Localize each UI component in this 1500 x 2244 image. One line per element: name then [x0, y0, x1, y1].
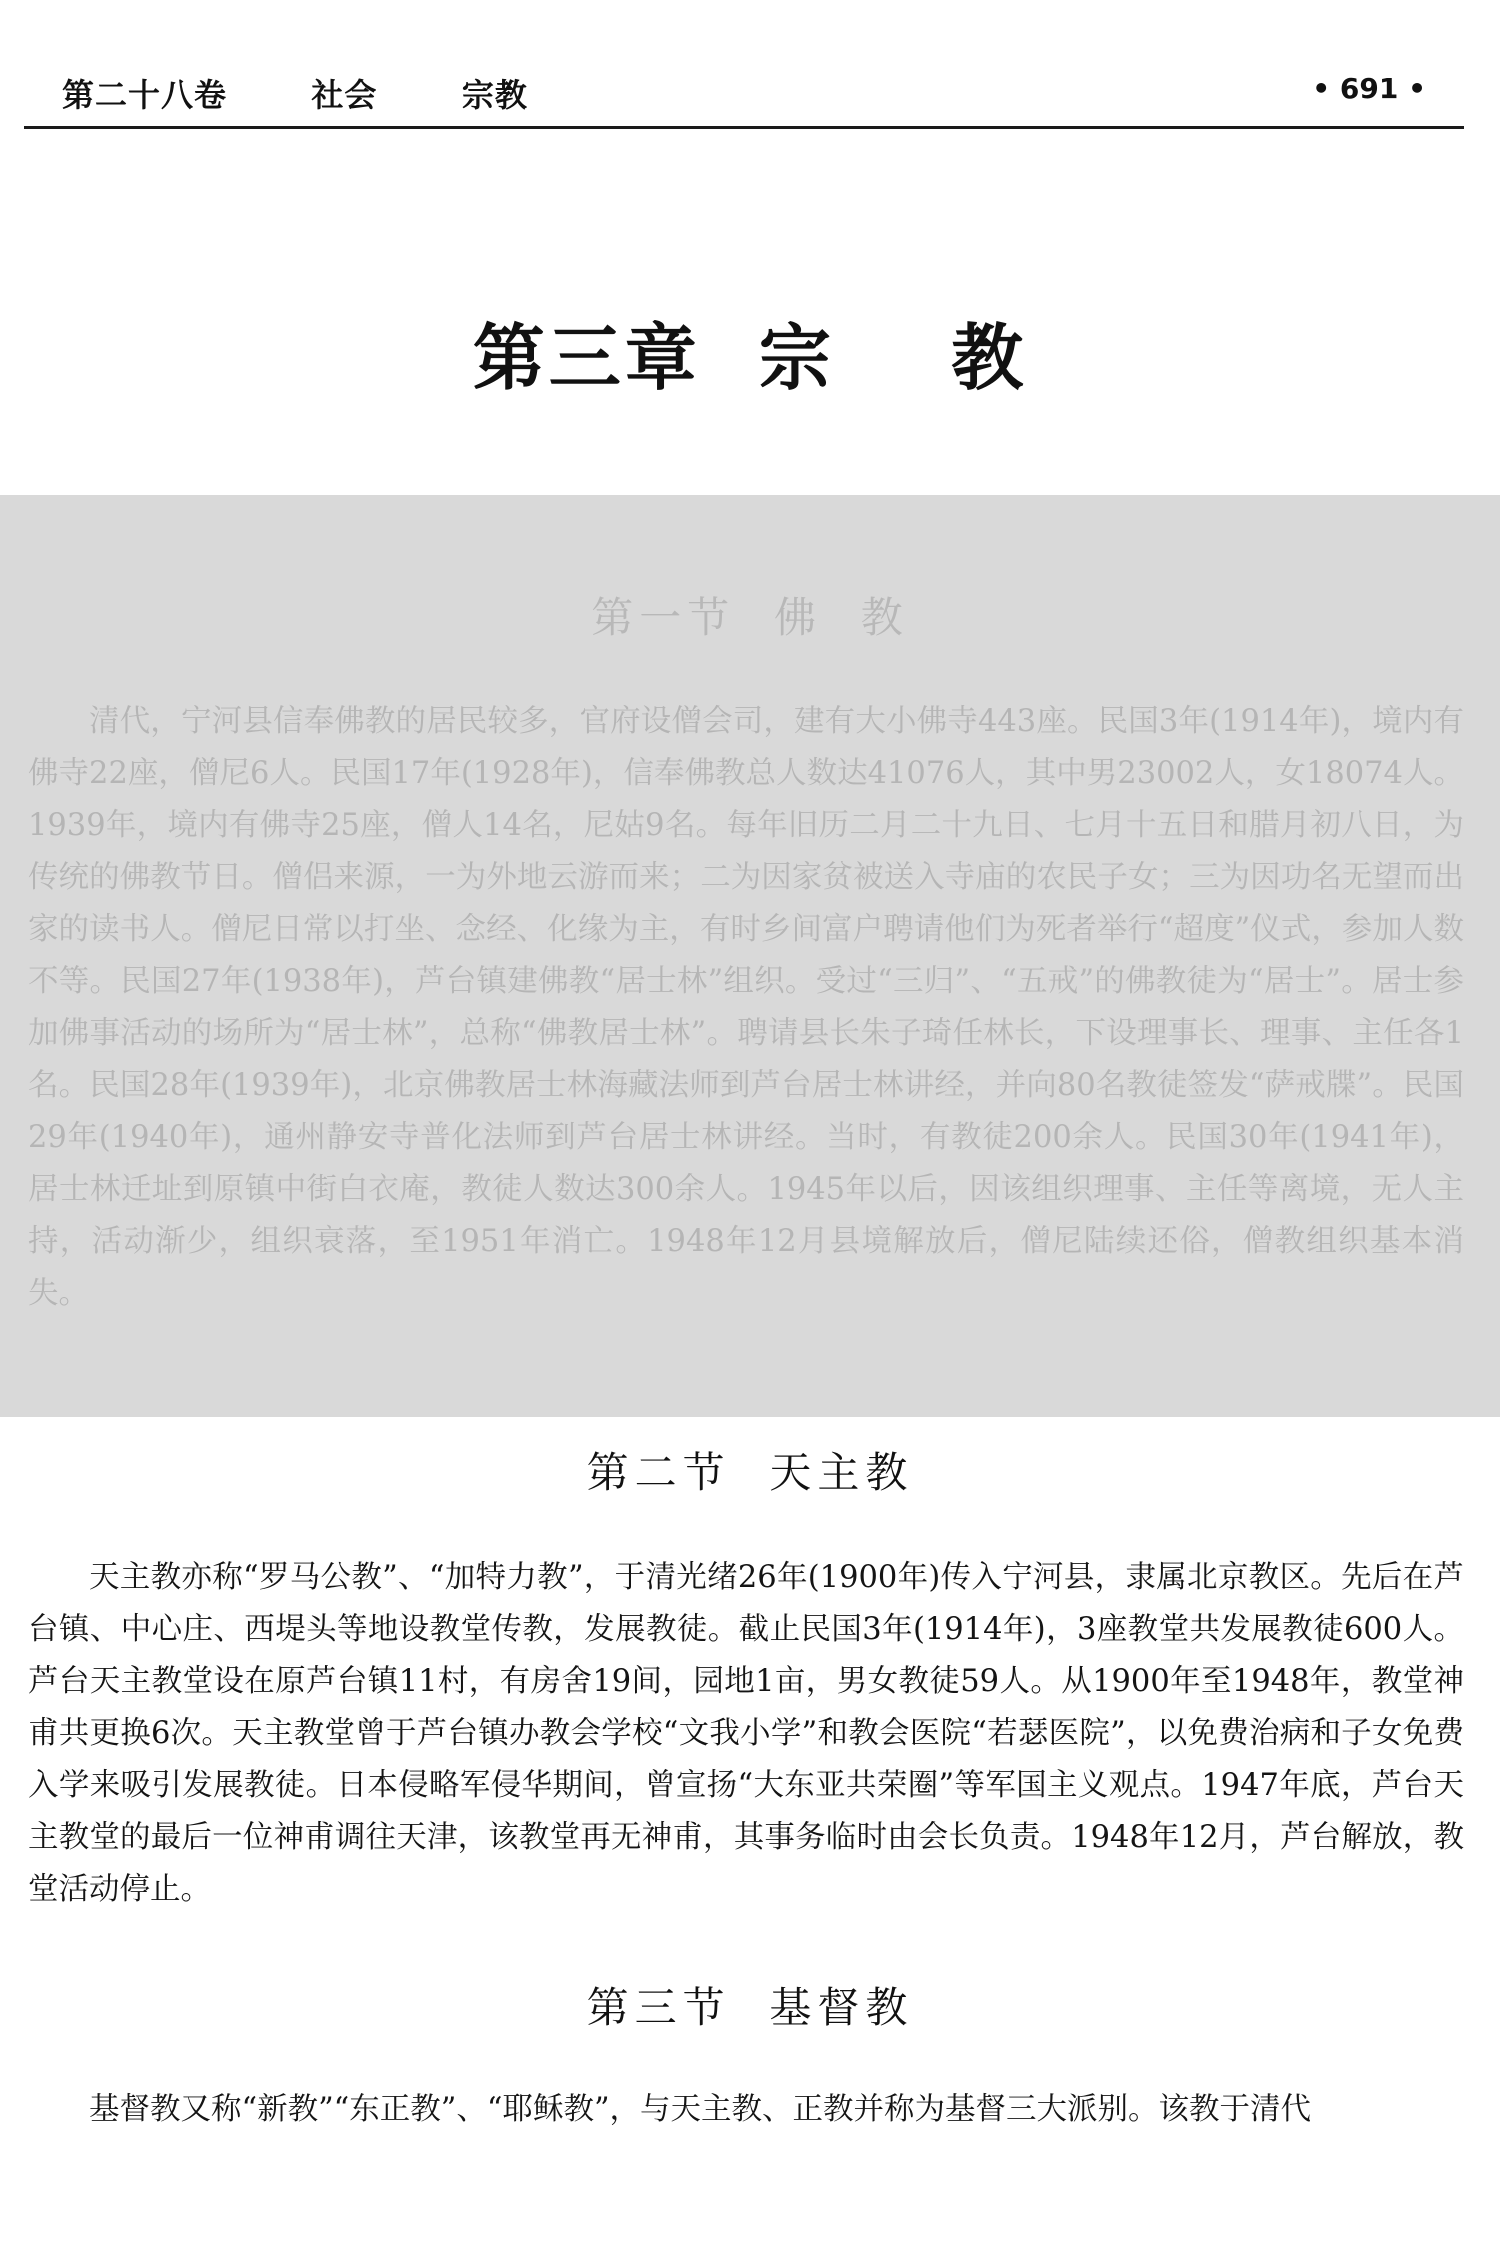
section-title-catholicism: 第二节 天主教	[586, 1448, 914, 1497]
running-header	[24, 62, 1464, 129]
section-title-buddhism: 第一节 佛 教	[591, 593, 909, 642]
section-body-buddhism: 清代，宁河县信奉佛教的居民较多，官府设僧会司，建有大小佛寺443座。民国3年(1914年)，境内有佛寺22座，僧尼6人。民国17年(1928年)，信奉佛教总人数达41076人，其中男23002人，女18074人。1939年，境内有佛寺25座，僧人14名，尼姑9名。每年旧历二月二十九日、七月十五日和腊月初八日，为传统的佛教节日。僧侣来源，一为外地云游而来；二为因家贫被送入寺庙的农民子女；三为因功名无望而出家的读书人。僧尼日常以打坐、念经、化缘为主，有时乡间富户聘请他们为死者举行“超度”仪式，参加人数不等。民国27年(1938年)，芦台镇建佛教“居士林”组织。受过“三归”、“五戒”的佛教徒为“居士”。居士参加佛事活动的场所为“居士林”，总称“佛教居士林”。聘请县长朱子琦任林长，下设理事长、理事、主任各1名。民国28年(1939年)，北京佛教居士林海藏法师到芦台居士林讲经，并向80名教徒签发“萨戒牒”。民国29年(1940年)，通州静安寺普化法师到芦台居士林讲经。当时，有教徒200余人。民国30年(1941年)，居士林迁址到原镇中街白衣庵，教徒人数达300余人。1945年以后，因该组织理事、主任等离境，无人主持，活动渐少，组织衰落，至1951年消亡。1948年12月县境解放后，僧尼陆续还俗，僧教组织基本消失。	[28, 704, 1464, 1311]
chapter-title: 第三章 宗 教	[472, 316, 1028, 400]
section-title-christianity: 第三节 基督教	[586, 1983, 914, 2032]
page-number: • 691 •	[1312, 72, 1426, 105]
volume-title: 第二十八卷 社会 宗教	[62, 76, 528, 114]
section-body-christianity: 基督教又称“新教”“东正教”、“耶稣教”，与天主教、正教并称为基督三大派别。该教于清代	[89, 2092, 1312, 2127]
section-body-catholicism: 天主教亦称“罗马公教”、“加特力教”，于清光绪26年(1900年)传入宁河县，隶属北京教区。先后在芦台镇、中心庄、西堤头等地设教堂传教，发展教徒。截止民国3年(1914年)，3座教堂共发展教徒600人。芦台天主教堂设在原芦台镇11村，有房舍19间，园地1亩，男女教徒59人。从1900年至1948年，教堂神甫共更换6次。天主教堂曾于芦台镇办教会学校“文我小学”和教会医院“若瑟医院”，以免费治病和子女免费入学来吸引发展教徒。日本侵略军侵华期间，曾宣扬“大东亚共荣圈”等军国主义观点。1947年底，芦台天主教堂的最后一位神甫调往天津，该教堂再无神甫，其事务临时由会长负责。1948年12月，芦台解放，教堂活动停止。	[28, 1560, 1464, 1907]
